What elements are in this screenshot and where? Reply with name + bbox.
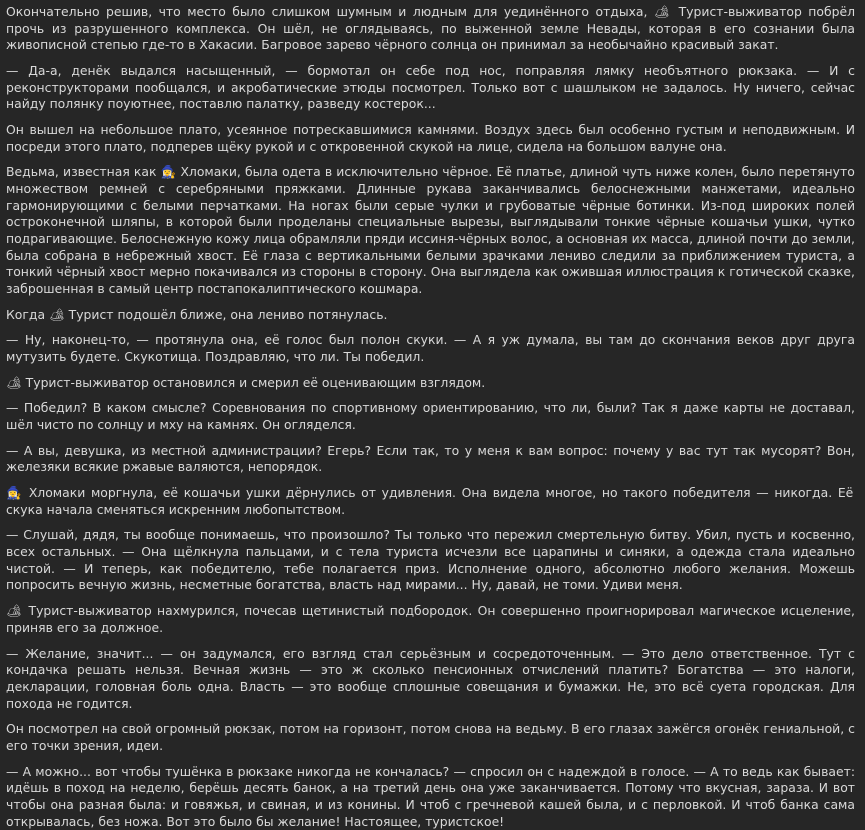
paragraph: Когда 🏕 Турист подошёл ближе, она лениво потянулась. bbox=[6, 306, 388, 322]
paragraph: 🏕 Турист-выживатор нахмурился, почесав щетинистый подбородок. Он совершенно проигнорировал магическое исцеление, приняв его за должное. bbox=[6, 603, 859, 635]
paragraph: 🧙‍♀️ Хломаки моргнула, её кошачьи ушки дёрнулись от удивления. Она видела многое, но такого победителя — никогда. Её скука начала сменяться искренним любопытством. bbox=[6, 485, 858, 517]
paragraph: — Желание, значит... — он задумался, его взгляд стал серьёзным и сосредоточенным. — Это дело ответственное. Тут с кондачка решать нельзя. Вечная жизнь — это ж сколько пенсионных отчислений платить? Богатства — это налоги, декларации, головная боль одна. Власть — это вообще сплошные совещания и бумажки. Не, это всё суета городская. Для похода не годится. bbox=[6, 645, 859, 711]
paragraph: — Слушай, дядя, ты вообще понимаешь, что произошло? Ты только что пережил смертельную битву. Убил, пусть и косвенно, всех остальных. — Она щёлкнула пальцами, и с тела туриста исчезли все царапины и синяки, а одежда стала идеально чистой. — И теперь, как победителю, тебе полагается приз. Исполнение одного, абсолютно любого желания. Можешь попросить вечную жизнь, несметные богатства, власть над мирами... Ну, давай, не томи. Удиви меня. bbox=[6, 527, 859, 593]
paragraph: — Да-а, денёк выдался насыщенный, — бормотал он себе под нос, поправляя лямку необъятного рюкзака. — И с реконструкторами пообщался, и акробатические этюды посмотрел. Только вот с шашлыком не задалось. Ну ничего, сейчас найду полянку поуютнее, поставлю палатку, разведу костерок... bbox=[6, 63, 859, 112]
paragraph: Он вышел на небольшое плато, усеянное потрескавшимися камнями. Воздух здесь был особенно густым и неподвижным. И посреди этого плато, подперев щёку рукой и с откровенной скукой на лице, сидела на большом валуне она. bbox=[6, 122, 859, 154]
paragraph: — А можно... вот чтобы тушёнка в рюкзаке никогда не кончалась? — спросил он с надеждой в голосе. — А то ведь как бывает: идёшь в поход на неделю, берёшь десять банок, а на третий день она уже заканчивается. Потому что вкусная, зараза. И вот чтобы она разная была: и говяжья, и свиная, и из конины. И чтоб с гречневой кашей была, и с перловкой. И чтоб банка сама открывалась, без ножа. Вот это было бы желание! Настоящее, туристское! bbox=[6, 763, 859, 829]
paragraph: Ведьма, известная как 🧙‍♀️ Хломаки, была одета в исключительно чёрное. Её платье, длиной чуть ниже колен, было перетянуто множеством ремней с серебряными пряжками. Длинные рукава заканчивались белоснежными манжетами, идеально гармонирующими с белыми перчатками. На ногах были серые чулки и грубоватые чёрные ботинки. Из-под широких полей остроконечной шляпы, в которой были проделаны специальные вырезы, выглядывали тонкие чёрные кошачьи ушки, чутко подрагивающие. Белоснежную кожу лица обрамляли пряди иссиня-чёрных волос, а основная их масса, длиной почти до земли, была собрана в небрежный хвост. Её глаза с вертикальными белыми зрачками лениво следили за приближением туриста, а тонкий чёрный хвост мерно покачивался из стороны в сторону. Она выглядела как ожившая иллюстрация к готической сказке, заброшенная в самый центр постапокалиптического кошмара. bbox=[6, 164, 859, 297]
paragraph: — А вы, девушка, из местной администрации? Егерь? Если так, то у меня к вам вопрос: почему у вас тут так мусорят? Вон, железяки всякие ржавые валяются, непорядок. bbox=[6, 442, 859, 475]
paragraph: Окончательно решив, что место было слишком шумным и людным для уединённого отдыха, 🏕 Турист-выживатор побрёл прочь из разрушенного комплекса. Он шёл, не оглядываясь, по выженной земле Невады, которая в его сознании была живописной степью где-то в Хакасии. Багровое зарево чёрного солнца он принимал за необычайно красивый закат. bbox=[6, 4, 859, 53]
paragraph: — Победил? В каком смысле? Соревнования по спортивному ориентированию, что ли, были? Так я даже карты не доставал, шёл чисто по солнцу и мху на камнях. Он огляделся. bbox=[6, 400, 859, 433]
paragraph: — Ну, наконец-то, — протянула она, её голос был полон скуки. — А я уж думала, вы там до скончания веков друг друга мутузить будете. Скукотища. Поздравляю, что ли. Ты победил. bbox=[6, 332, 859, 365]
paragraph: Он посмотрел на свой огромный рюкзак, потом на горизонт, потом снова на ведьму. В его глазах зажёгся огонёк гениальной, с его точки зрения, идеи. bbox=[6, 721, 859, 753]
paragraph: 🏕 Турист-выживатор остановился и смерил её оценивающим взглядом. bbox=[6, 374, 486, 390]
